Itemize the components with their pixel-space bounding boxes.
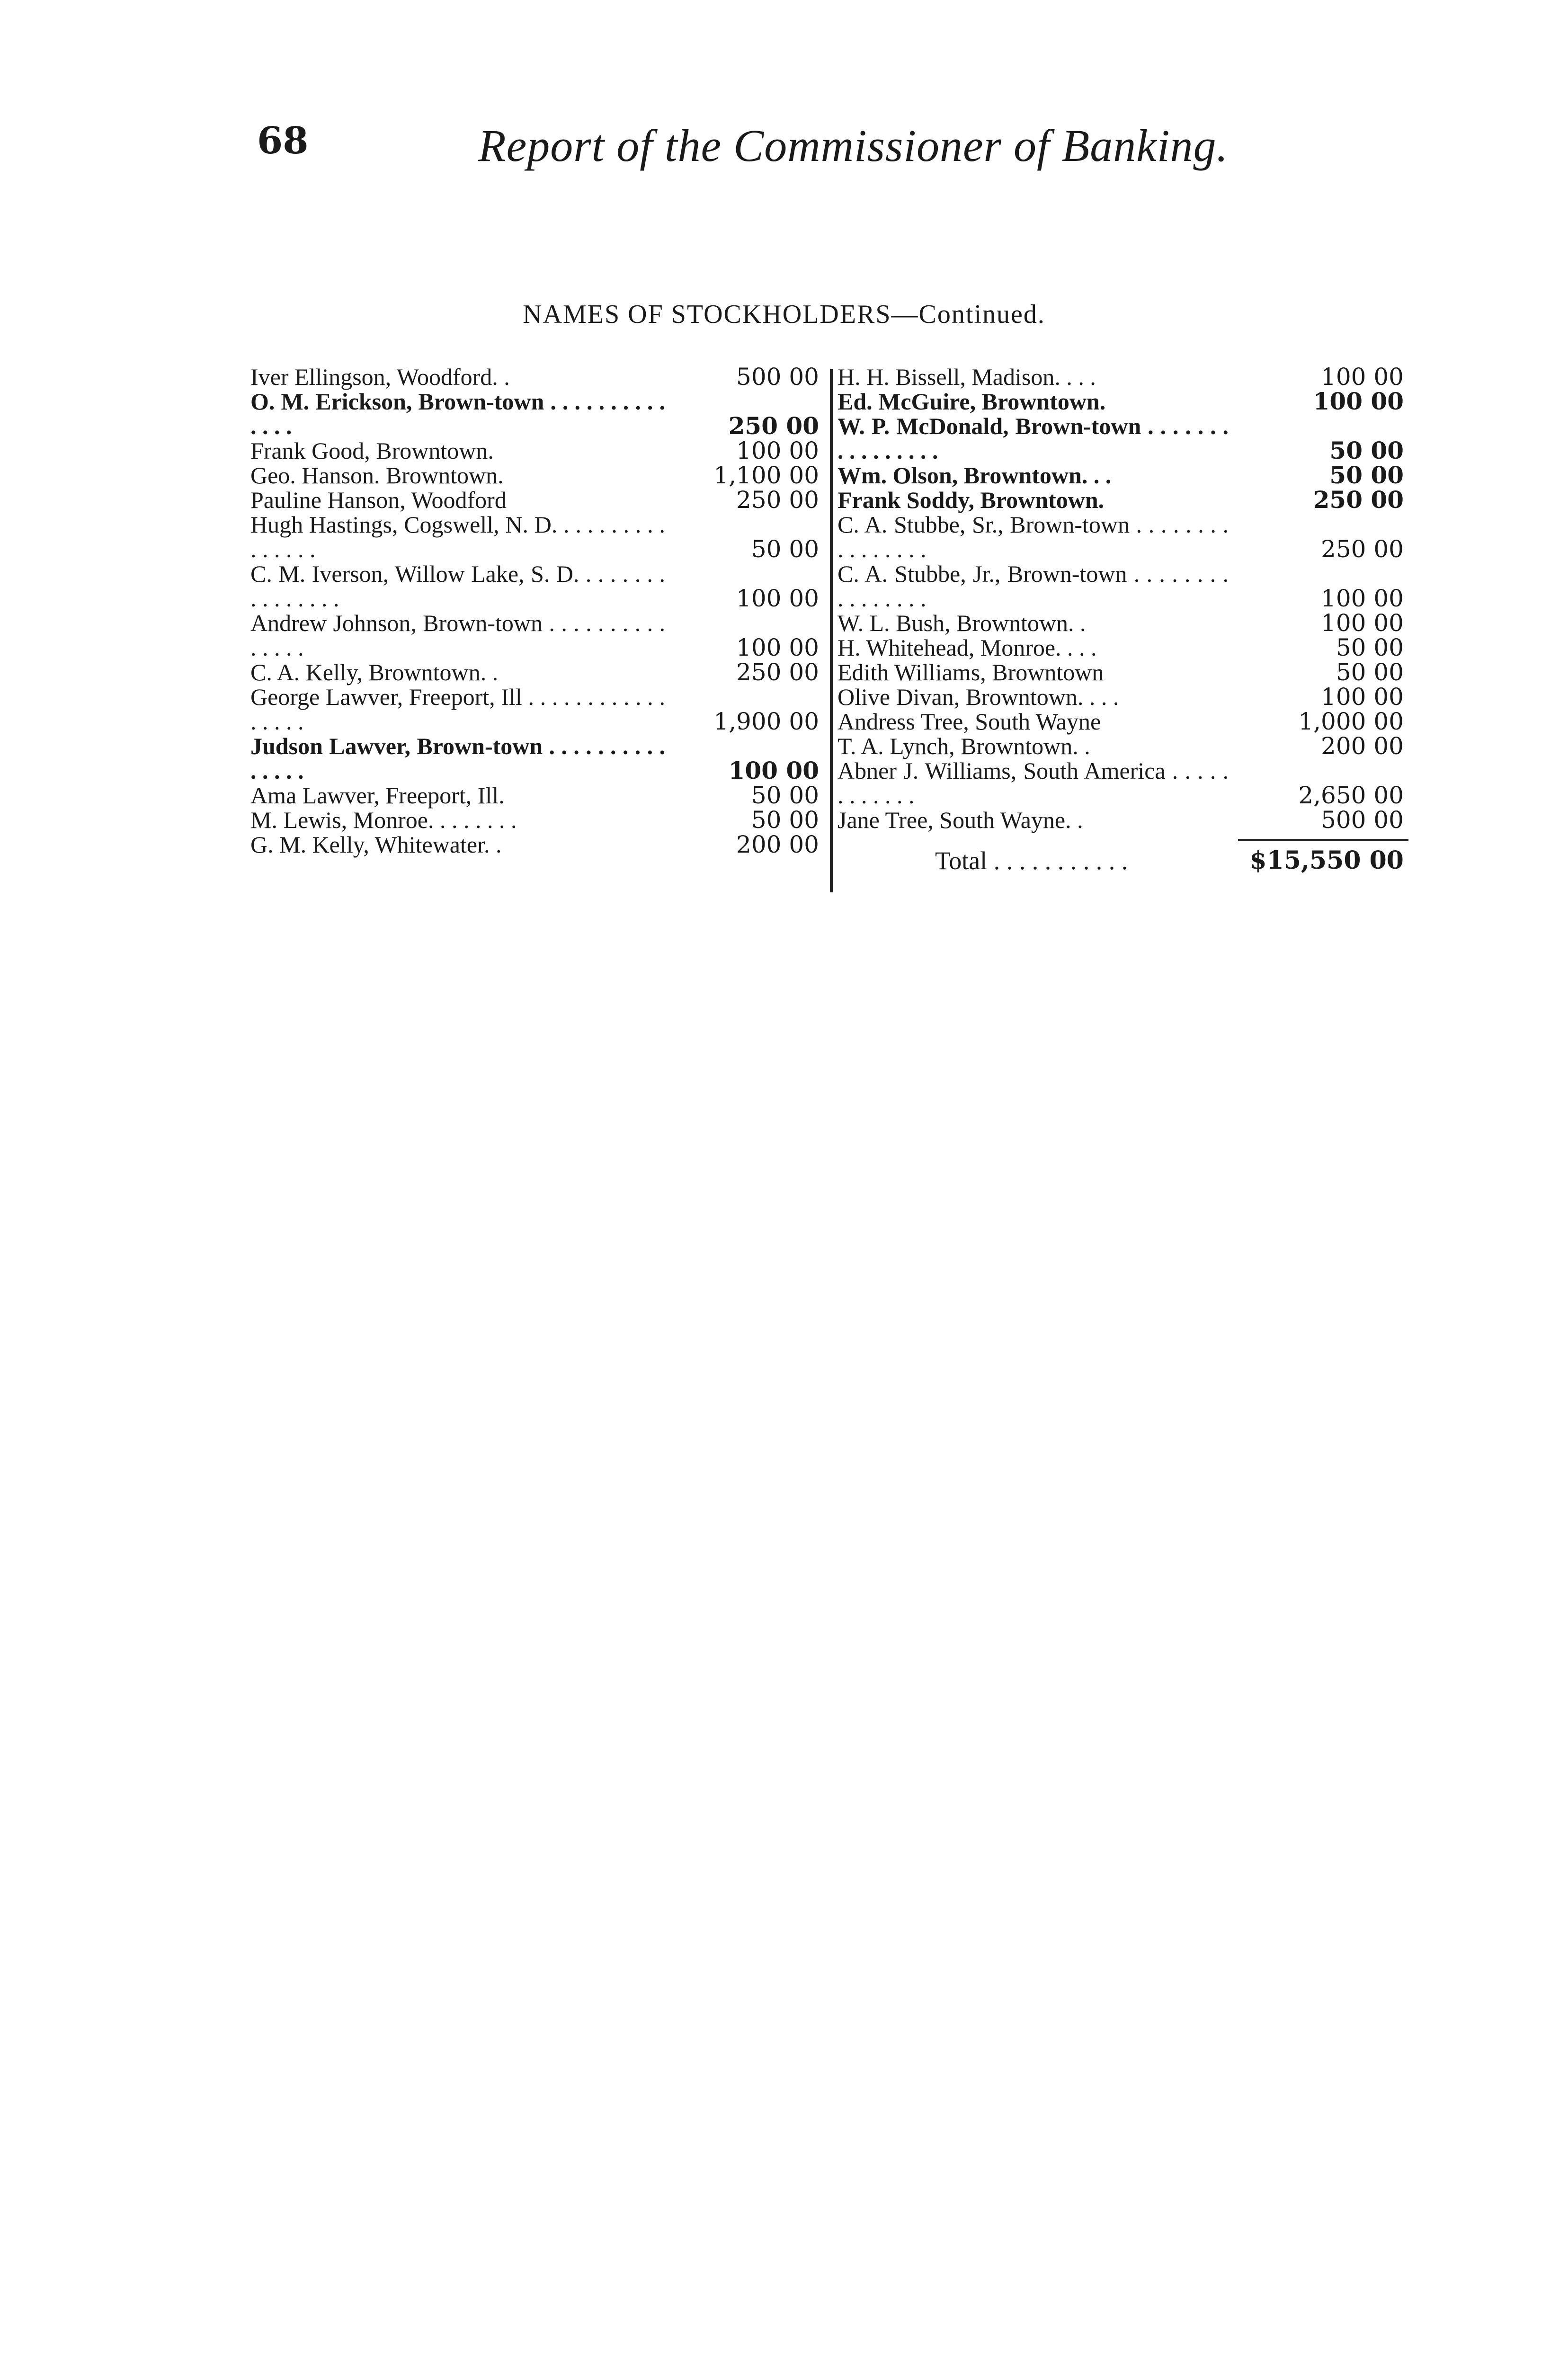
stockholder-entry: [244, 561, 829, 611]
stockholder-name: Andress Tree, South Wayne: [837, 708, 1101, 735]
stockholder-entry: [244, 734, 829, 783]
stockholder-amount: 100 00: [1321, 609, 1404, 637]
stockholder-name: G. M. Kelly, Whitewater. .: [250, 831, 502, 858]
stockholder-name: H. H. Bissell, Madison. . . .: [837, 364, 1096, 390]
stockholder-entry: [831, 389, 1413, 414]
stockholder-name: Wm. Olson, Browntown. . .: [837, 462, 1112, 489]
stockholder-amount: 500 00: [1321, 806, 1404, 834]
stockholder-amount: 1,000 00: [1298, 708, 1404, 735]
stockholder-amount: 50 00: [751, 782, 819, 809]
stockholder-entry: [244, 611, 829, 660]
stockholder-entry: [244, 365, 829, 389]
left-column: [244, 365, 829, 857]
stockholder-entry: [244, 660, 829, 685]
stockholder-entry: [831, 709, 1413, 734]
stockholder-amount: 100 00: [1321, 363, 1404, 391]
stockholder-amount: 50 00: [751, 535, 819, 563]
stockholder-amount: 250 00: [1313, 486, 1404, 514]
page-header: [0, 119, 1568, 181]
stockholder-amount: 200 00: [736, 831, 819, 858]
stockholder-amount: 50 00: [1336, 634, 1404, 661]
stockholder-amount: 250 00: [736, 486, 819, 514]
stockholder-name: Hugh Hastings, Cogswell, N. D. . . . . . . . . . . . . . . .: [250, 511, 665, 562]
stockholder-name: H. Whitehead, Monroe. . . .: [837, 634, 1097, 661]
stockholder-name: Andrew Johnson, Brown-town . . . . . . . . . . . . . . .: [250, 610, 665, 661]
stockholder-name: C. M. Iverson, Willow Lake, S. D. . . . . . . . . . . . . . . .: [250, 561, 665, 612]
stockholder-entry: [831, 414, 1413, 463]
stockholder-entry: [831, 734, 1413, 758]
stockholder-entry: [244, 463, 829, 488]
stockholder-entry: [244, 389, 829, 438]
stockholder-entry: [244, 488, 829, 512]
stockholder-amount: 500 00: [736, 363, 819, 391]
stockholder-amount: 1,900 00: [713, 708, 819, 735]
stockholder-entry: [831, 635, 1413, 660]
stockholder-amount: 250 00: [1321, 535, 1404, 563]
stockholder-entry: [244, 685, 829, 734]
stockholder-name: O. M. Erickson, Brown-town . . . . . . . . . . . . . .: [250, 388, 665, 439]
stockholder-amount: 50 00: [751, 806, 819, 834]
stockholder-name: Iver Ellingson, Woodford. .: [250, 364, 510, 390]
total-label: Total . . . . . . . . . . .: [935, 846, 1128, 875]
stockholder-entry: [831, 561, 1413, 611]
stockholders-listing: [244, 365, 1413, 895]
stockholder-amount: 250 00: [728, 412, 819, 440]
stockholder-entry: [244, 512, 829, 561]
stockholder-entry: [831, 611, 1413, 635]
stockholder-entry: [831, 758, 1413, 808]
stockholder-entry: [244, 438, 829, 463]
stockholder-entry: [244, 832, 829, 857]
stockholder-name: T. A. Lynch, Browntown. .: [837, 733, 1090, 759]
stockholder-name: Pauline Hanson, Woodford: [250, 487, 507, 513]
stockholder-entry: [831, 808, 1413, 832]
stockholder-entry: [831, 463, 1413, 488]
stockholder-amount: 50 00: [1329, 436, 1404, 464]
right-column: [831, 365, 1413, 875]
stockholder-name: Ama Lawver, Freeport, Ill.: [250, 782, 505, 809]
stockholder-amount: 100 00: [1313, 387, 1404, 415]
stockholder-name: Jane Tree, South Wayne. .: [837, 807, 1083, 833]
stockholder-amount: 50 00: [1336, 658, 1404, 686]
stockholder-entry: [831, 660, 1413, 685]
stockholder-name: Frank Soddy, Browntown.: [837, 487, 1105, 513]
stockholder-amount: 2,650 00: [1298, 782, 1404, 809]
stockholder-amount: 250 00: [736, 658, 819, 686]
section-title: NAMES OF STOCKHOLDERS—Continued.: [523, 300, 1045, 329]
stockholder-entry: [831, 685, 1413, 709]
stockholder-name: C. A. Stubbe, Jr., Brown-town . . . . . . . . . . . . . . . .: [837, 561, 1229, 612]
stockholder-amount: 1,100 00: [713, 462, 819, 489]
stockholder-name: Ed. McGuire, Browntown.: [837, 388, 1106, 415]
stockholder-name: Frank Good, Browntown.: [250, 437, 494, 464]
stockholder-name: M. Lewis, Monroe. . . . . . . .: [250, 807, 517, 833]
stockholder-amount: 50 00: [1329, 461, 1404, 489]
stockholder-name: Edith Williams, Browntown: [837, 659, 1104, 685]
stockholder-entry: [831, 365, 1413, 389]
stockholder-name: Judson Lawver, Brown-town . . . . . . . . . . . . . . .: [250, 733, 665, 784]
stockholder-amount: 100 00: [736, 634, 819, 661]
stockholder-name: Abner J. Williams, South America . . . . . . . . . . . .: [837, 757, 1229, 809]
stockholder-name: C. A. Stubbe, Sr., Brown-town . . . . . . . . . . . . . . . .: [837, 511, 1229, 562]
stockholder-name: George Lawver, Freeport, Ill . . . . . . . . . . . . . . . . .: [250, 684, 665, 735]
running-title: Report of the Commissioner of Banking.: [478, 120, 1229, 171]
page-number: 68: [257, 119, 309, 162]
stockholder-amount: 100 00: [728, 756, 819, 784]
stockholder-entry: [244, 783, 829, 808]
stockholder-amount: 100 00: [736, 437, 819, 464]
stockholder-name: W. L. Bush, Browntown. .: [837, 610, 1086, 636]
stockholder-entry: [831, 488, 1413, 512]
stockholder-entry: [831, 512, 1413, 561]
total-rule: [1238, 839, 1408, 841]
total-row: [831, 839, 1413, 875]
stockholder-amount: 100 00: [1321, 683, 1404, 711]
stockholder-name: Olive Divan, Browntown. . . .: [837, 684, 1119, 710]
stockholder-amount: 200 00: [1321, 732, 1404, 760]
stockholder-name: Geo. Hanson. Browntown.: [250, 462, 504, 489]
stockholder-name: W. P. McDonald, Brown-town . . . . . . . . . . . . . . . .: [837, 413, 1229, 464]
total-amount: $15,550 00: [1249, 846, 1404, 875]
stockholder-amount: 100 00: [736, 585, 819, 612]
stockholder-name: C. A. Kelly, Browntown. .: [250, 659, 499, 685]
stockholder-entry: [244, 808, 829, 832]
stockholder-amount: 100 00: [1321, 585, 1404, 612]
